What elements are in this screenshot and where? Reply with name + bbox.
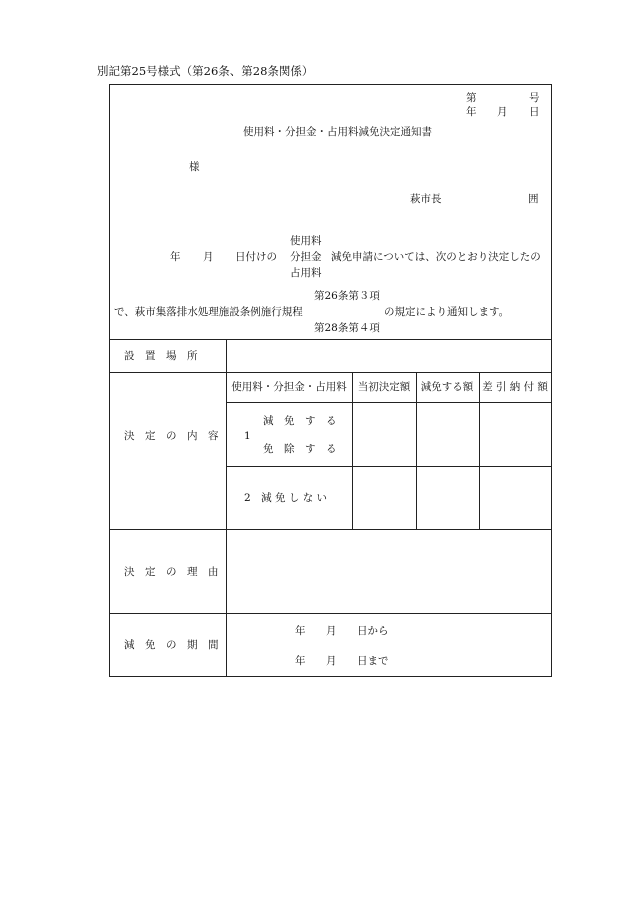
table-line: [109, 339, 552, 340]
period-to-day: 日まで: [357, 655, 389, 667]
table-line: [109, 613, 552, 614]
date-year: 年: [466, 106, 477, 118]
body-date-suffix: 日付けの: [235, 251, 277, 263]
option1-exempt: 免 除 す る: [263, 443, 337, 455]
body-month: 月: [203, 251, 214, 263]
option2: 2 減 免 し な い: [244, 492, 328, 504]
body-year: 年: [170, 251, 181, 263]
period-to-year: 年: [295, 655, 306, 667]
table-line: [226, 402, 552, 403]
option1-number: 1: [244, 430, 251, 442]
reason-label: 決 定 の 理 由: [124, 566, 219, 578]
period-from-day: 日から: [357, 625, 389, 637]
body-line2-prefix: で、萩市集落排水処理施設条例施行規程: [114, 306, 303, 318]
table-line: [479, 372, 480, 529]
date-month: 月: [497, 106, 508, 118]
header-reduction-amount: 減免する額: [420, 381, 474, 393]
header-initial-amount: 当初決定額: [357, 381, 411, 393]
period-from-year: 年: [295, 625, 306, 637]
issuer: 萩市長: [410, 193, 442, 205]
table-line: [109, 529, 552, 530]
table-line: [109, 372, 552, 373]
body-after-options: 減免申請については、次のとおり決定したの: [331, 251, 541, 263]
period-to-month: 月: [326, 655, 337, 667]
table-line: [352, 372, 353, 529]
notice-title: 使用料・分担金・占用料減免決定通知書: [243, 126, 432, 138]
fee-option-1: 使用料: [290, 235, 322, 247]
recipient-suffix: 様: [189, 161, 200, 173]
table-line: [226, 339, 227, 677]
form-header: 別記第25号様式（第26条、第28条関係）: [97, 64, 314, 78]
article-option-2: 第28条第４項: [314, 322, 380, 334]
table-line: [226, 466, 552, 467]
date-day: 日: [529, 106, 540, 118]
decision-label: 決 定 の 内 容: [124, 430, 219, 442]
article-option-1: 第26条第３項: [314, 290, 380, 302]
header-net-payment: 差 引 納 付 額: [482, 381, 548, 393]
period-label: 減 免 の 期 間: [124, 639, 219, 651]
body-line2-suffix: の規定により通知します。: [384, 306, 510, 318]
number-prefix: 第: [466, 92, 477, 104]
fee-option-3: 占用料: [290, 267, 322, 279]
period-from-month: 月: [326, 625, 337, 637]
header-fee-type: 使用料・分担金・占用料: [231, 381, 347, 393]
number-suffix: 号: [529, 92, 540, 104]
option1-reduce: 減 免 す る: [263, 415, 337, 427]
table-line: [416, 372, 417, 529]
location-label: 設 置 場 所: [124, 350, 198, 362]
fee-option-2: 分担金: [290, 251, 322, 263]
seal-mark: 囲: [528, 193, 539, 205]
